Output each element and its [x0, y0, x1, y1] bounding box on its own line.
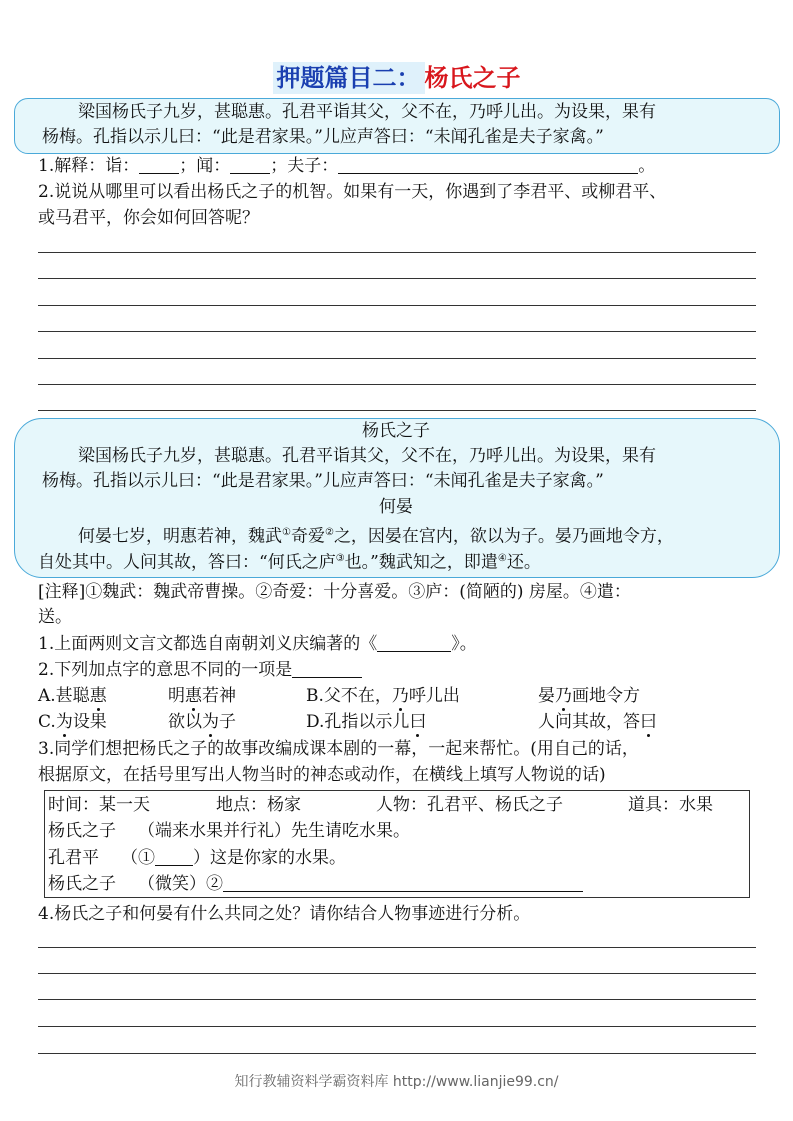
passage2-line2: 杨梅。孔指以示儿曰：“此是君家果。”儿应声答曰：“未闻孔雀是夫子家禽。”	[42, 471, 604, 491]
dotted-char: 为	[55, 712, 73, 732]
role-bracket: （①	[121, 848, 155, 868]
note-marker: ②	[324, 527, 334, 538]
q1-blank-yi[interactable]	[139, 155, 179, 174]
text-span: 也。”魏武知之，即遣	[344, 552, 498, 573]
page-title	[0, 58, 793, 93]
script-time: 时间：某一天	[48, 795, 150, 815]
text-span: 呼儿出	[408, 686, 460, 706]
title-label: 押题篇目二：	[273, 62, 425, 94]
question-2-line2: 或马君平，你会如何回答呢？	[38, 208, 259, 228]
passage2-line4	[38, 546, 541, 576]
passage2-line1: 梁国杨氏子九岁，甚聪惠。孔君平诣其父，父不在，乃呼儿出。为设果，果有	[78, 446, 656, 466]
text-span: 还。	[506, 552, 541, 573]
text-span: A.甚聪	[38, 686, 90, 706]
option-a-pair	[168, 683, 236, 709]
text-span: C.	[38, 712, 56, 732]
text-span: 子	[219, 712, 236, 732]
q1-blank-fuzi[interactable]	[338, 155, 638, 174]
q1-sep2: ；夫子：	[270, 156, 339, 176]
sub-question-3-line2: 根据原文，在括号里写出人物当时的神态或动作，在横线上填写人物说的话)	[38, 765, 606, 785]
text-span: 自处其中。人问其故，答曰：“何氏之庐	[38, 552, 336, 573]
script-blank-1[interactable]	[155, 847, 193, 866]
q1-blank-wen[interactable]	[230, 155, 270, 174]
script-characters: 人物：孔君平、杨氏之子	[376, 795, 563, 815]
answer-line[interactable]	[38, 410, 756, 411]
text-span: 欲以	[168, 712, 202, 732]
role-line: ）这是你家的水果。	[193, 848, 346, 868]
note-marker: ④	[497, 553, 507, 564]
option-d-pair	[538, 709, 657, 735]
sq2-text: 2.下列加点字的意思不同的一项是	[38, 660, 293, 680]
script-row-2	[48, 845, 346, 871]
answer-line[interactable]	[38, 252, 756, 253]
text-span: 奇爱	[290, 526, 325, 547]
text-span: B.父不在，	[306, 686, 392, 706]
question-2-line1: 2.说说从哪里可以看出杨氏之子的机智。如果有一天，你遇到了李君平、或柳君平、	[38, 182, 667, 202]
dotted-char: 惠	[185, 686, 202, 706]
option-c[interactable]	[38, 709, 107, 735]
notes-line2: 送。	[38, 607, 72, 627]
sub-question-1	[38, 631, 477, 657]
script-row-1	[48, 818, 410, 844]
title-name: 杨氏之子	[424, 64, 521, 92]
sub-question-3-line1: 3.同学们想把杨氏之子的故事改编成课本剧的一幕，一起来帮忙。(用自己的话，	[38, 739, 639, 759]
role-line: （端来水果并行礼）先生请吃水果。	[138, 821, 410, 841]
script-props: 道具：水果	[628, 795, 713, 815]
passage2-title2: 何晏	[379, 497, 413, 517]
option-b[interactable]	[306, 683, 460, 709]
sq1-text: 1.上面两则文言文都选自南朝刘义庆编著的《	[38, 634, 378, 654]
option-c-pair	[168, 709, 236, 735]
sub-question-2	[38, 657, 362, 683]
text-span: 设果	[72, 712, 107, 732]
script-place: 地点：杨家	[216, 795, 301, 815]
text-span: 晏	[538, 686, 555, 706]
sq2-blank[interactable]	[292, 659, 362, 678]
passage1-line1: 梁国杨氏子九岁，甚聪惠。孔君平诣其父，父不在，乃呼儿出。为设果，果有	[78, 102, 656, 122]
q1-prefix: 1.解释：诣：	[38, 156, 140, 176]
text-span: 何晏七岁，明惠若神，魏武	[78, 526, 282, 547]
answer-line[interactable]	[38, 278, 756, 279]
dotted-char: 乃	[555, 686, 572, 706]
q1-end: 。	[638, 156, 656, 176]
text-span: 画地令方	[572, 686, 640, 706]
role-name: 孔君平	[48, 848, 99, 868]
answer-line[interactable]	[38, 947, 756, 948]
answer-line[interactable]	[38, 973, 756, 974]
role-line: （微笑）②	[138, 874, 223, 894]
role-name: 杨氏之子	[48, 874, 116, 894]
option-b-pair	[538, 683, 640, 709]
dotted-char: 曰	[640, 712, 657, 732]
dotted-char: 曰	[409, 712, 427, 732]
script-row-3	[48, 871, 583, 897]
text-span: 若神	[202, 686, 236, 706]
answer-line[interactable]	[38, 358, 756, 359]
answer-line[interactable]	[38, 999, 756, 1000]
option-a[interactable]	[38, 683, 107, 709]
footer-watermark: 知行教辅资料学霸资料库 http://www.lianjie99.cn/	[234, 1074, 559, 1090]
sq1-blank[interactable]	[377, 633, 451, 652]
q1-sep1: ；闻：	[179, 156, 231, 176]
answer-line[interactable]	[38, 1053, 756, 1054]
note-marker: ①	[282, 527, 291, 538]
answer-line[interactable]	[38, 331, 756, 332]
notes-line1: [注释]①魏武：魏武帝曹操。②奇爱：十分喜爱。③庐：(简陋的) 房屋。④遣：	[38, 582, 631, 602]
text-span: 明	[168, 686, 185, 706]
script-blank-2[interactable]	[223, 873, 583, 892]
note-marker: ③	[335, 553, 345, 564]
sub-question-4: 4.杨氏之子和何晏有什么共同之处？请你结合人物事迹进行分析。	[38, 904, 531, 924]
role-name: 杨氏之子	[48, 821, 116, 841]
answer-line[interactable]	[38, 1026, 756, 1027]
sq1-end: 》。	[451, 634, 477, 654]
text-span: 人问其故，答	[538, 712, 640, 732]
question-1	[38, 153, 655, 179]
passage2-title1: 杨氏之子	[362, 421, 430, 441]
dotted-char: 为	[202, 712, 219, 732]
dotted-char: 惠	[89, 686, 107, 706]
text-span: 之，因晏在宫内，欲以为子。晏乃画地令方，	[333, 526, 674, 547]
answer-line[interactable]	[38, 305, 756, 306]
dotted-char: 乃	[391, 686, 409, 706]
text-span: D.孔指以示儿	[306, 712, 410, 732]
passage1-line2: 杨梅。孔指以示儿曰：“此是君家果。”儿应声答曰：“未闻孔雀是夫子家禽。”	[42, 127, 604, 147]
answer-line[interactable]	[38, 384, 756, 385]
option-d[interactable]	[306, 709, 426, 735]
